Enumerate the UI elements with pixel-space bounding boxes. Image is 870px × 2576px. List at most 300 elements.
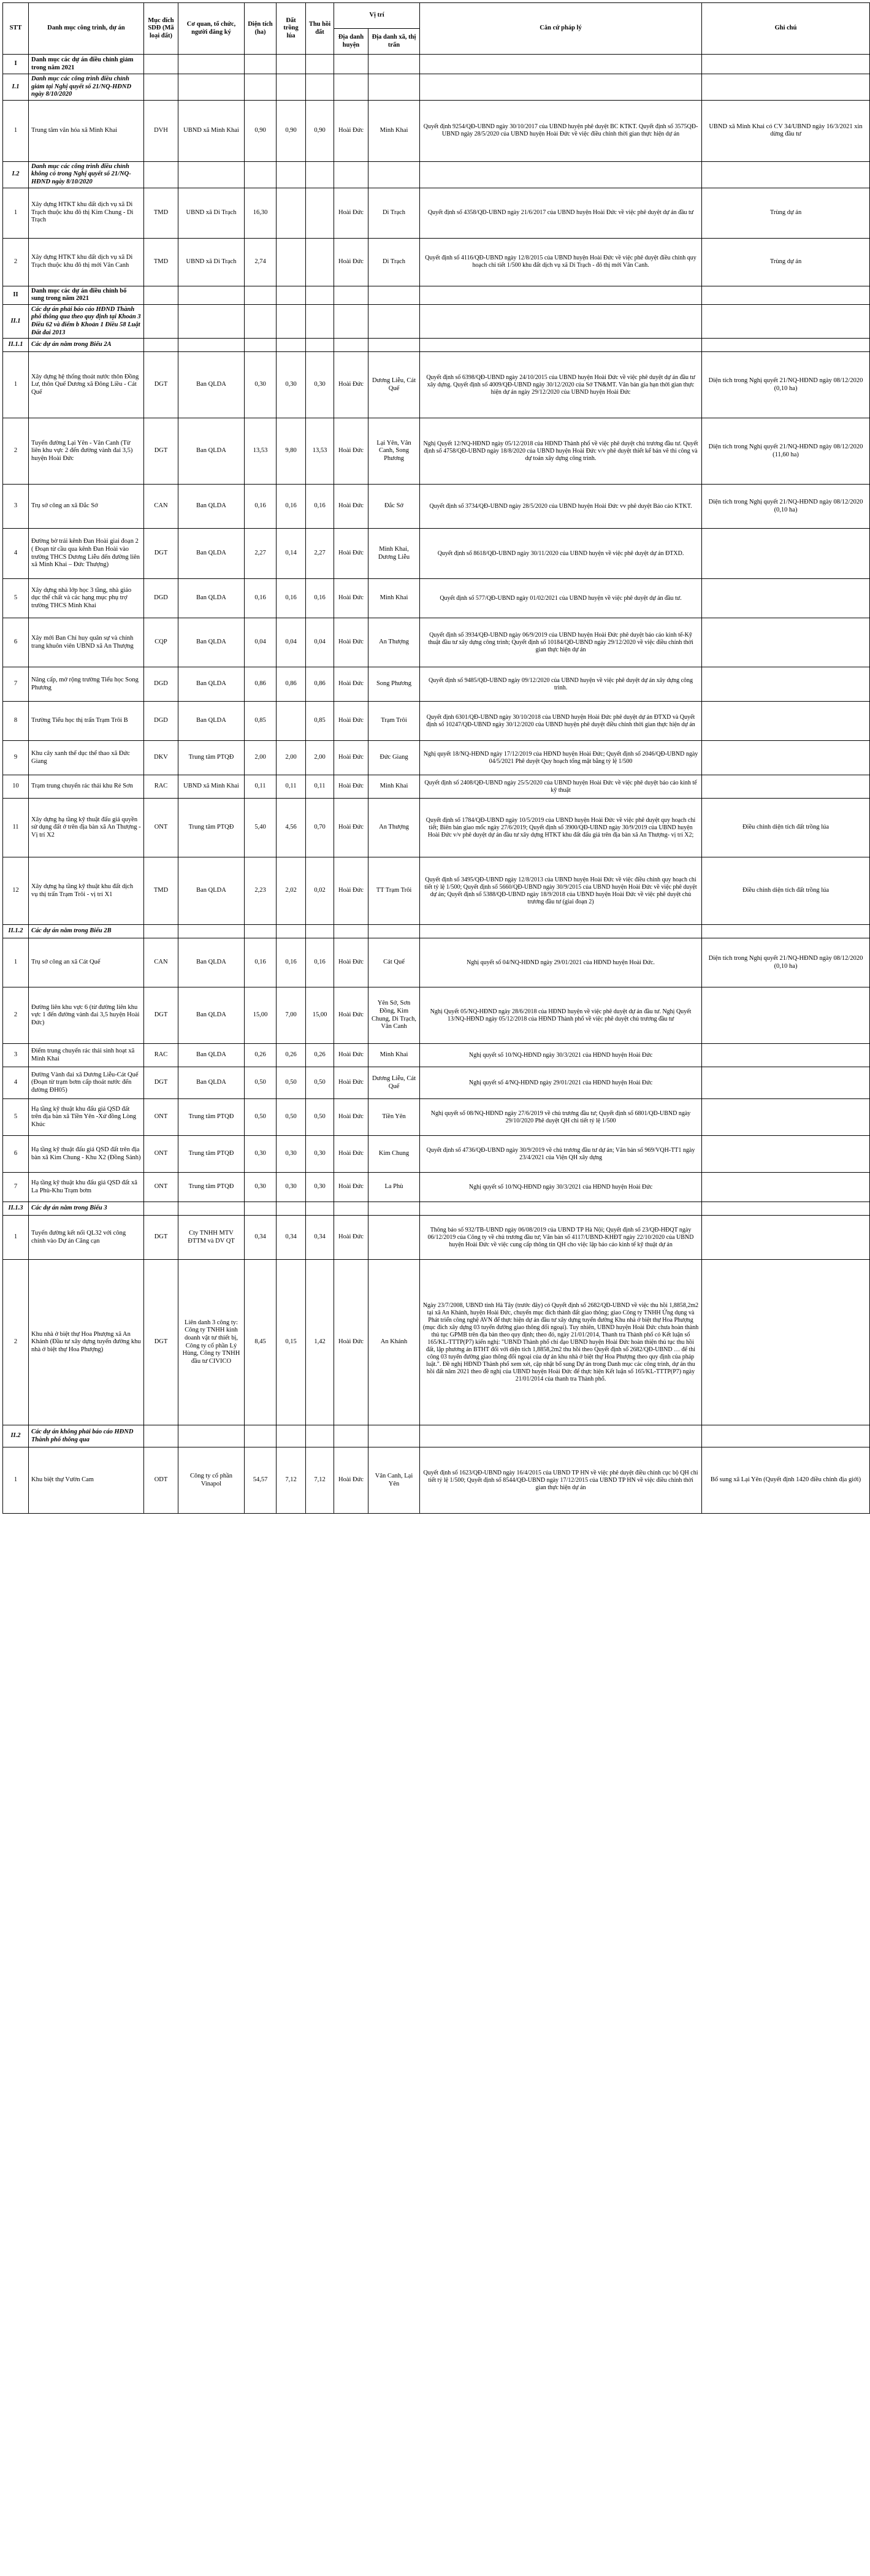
empty-cell — [144, 55, 178, 74]
table-row — [3, 100, 870, 161]
row-stt: 8 — [3, 702, 29, 741]
rice-land-ha: 0,11 — [277, 775, 306, 799]
note — [702, 987, 870, 1044]
rice-land-ha: 7,12 — [277, 1447, 306, 1514]
section-title: Danh mục các dự án điều chỉnh bổ sung trong năm 2021 — [29, 286, 144, 304]
project-name: Hạ tầng kỹ thuật đấu giá QSD đất trên địa bàn xã Kim Chung - Khu X2 (Đồng Sảnh) — [29, 1136, 144, 1173]
area-ha: 0,11 — [245, 775, 277, 799]
table-row — [3, 799, 870, 857]
project-name: Xây dựng HTKT khu đất dịch vụ xã Di Trạch thuộc khu đô thị Kim Chung - Di Trạch — [29, 188, 144, 238]
empty-cell — [245, 161, 277, 188]
note — [702, 702, 870, 741]
empty-cell — [144, 161, 178, 188]
recovered-land-ha: 0,50 — [306, 1067, 334, 1099]
district: Hoài Đức — [334, 938, 368, 987]
land-code: ONT — [144, 799, 178, 857]
section-row — [3, 161, 870, 188]
organization: UBND xã Di Trạch — [178, 188, 245, 238]
commune: Minh Khai — [368, 579, 420, 618]
recovered-land-ha: 0,86 — [306, 667, 334, 702]
empty-cell — [144, 74, 178, 101]
empty-cell — [178, 1202, 245, 1216]
legal-basis: Quyết định số 3495/QĐ-UBND ngày 12/8/2013 của UBND huyện Hoài Đức về việc điều chỉnh quy hoạch chi tiết tỷ lệ 1/500; Quyết định số 5660/QĐ-UBND ngày 30/9/2015 của UBND huyện Hoài Đức về việc phê duyệt dự án; Quyết định số 5388/QĐ-UBND ngày 18/9/2018 của UBND huyện Hoài Đức về việc phê duyệt chủ trương đầu tư (giai đoạn 2) — [420, 857, 702, 925]
table-row — [3, 987, 870, 1044]
district: Hoài Đức — [334, 987, 368, 1044]
empty-cell — [306, 55, 334, 74]
row-stt: 12 — [3, 857, 29, 925]
project-name: Hạ tầng kỹ thuật khu đấu giá QSD đất xã La Phù-Khu Trạm bơm — [29, 1173, 144, 1202]
row-stt: 1 — [3, 100, 29, 161]
organization: Ban QLDA — [178, 667, 245, 702]
legal-basis: Nghị quyết số 10/NQ-HĐND ngày 30/3/2021 của HĐND huyện Hoài Đức — [420, 1044, 702, 1067]
empty-cell — [334, 339, 368, 352]
area-ha: 0,85 — [245, 702, 277, 741]
section-title: Danh mục các công trình điều chỉnh giảm tại Nghị quyết số 21/NQ-HĐND ngày 8/10/2020 — [29, 74, 144, 101]
recovered-land-ha: 0,04 — [306, 618, 334, 667]
note — [702, 618, 870, 667]
legal-basis: Quyết định số 2408/QĐ-UBND ngày 25/5/2020 của UBND huyện Hoài Đức về việc phê duyệt báo cáo kinh tế kỹ thuật — [420, 775, 702, 799]
empty-cell — [144, 304, 178, 338]
note: Trùng dự án — [702, 238, 870, 286]
empty-cell — [702, 339, 870, 352]
section-title: Các dự án không phải báo cáo HĐND Thành phố thông qua — [29, 1425, 144, 1447]
district: Hoài Đức — [334, 799, 368, 857]
district: Hoài Đức — [334, 485, 368, 529]
organization: Cty TNHH MTV ĐTTM và DV QT — [178, 1216, 245, 1260]
note — [702, 1044, 870, 1067]
project-name: Trạm trung chuyển rác thải khu Rẻ Sơn — [29, 775, 144, 799]
row-stt: 5 — [3, 1099, 29, 1136]
table-row — [3, 775, 870, 799]
district: Hoài Đức — [334, 188, 368, 238]
district: Hoài Đức — [334, 1216, 368, 1260]
row-stt: 1 — [3, 188, 29, 238]
land-code: DGD — [144, 667, 178, 702]
row-stt: 10 — [3, 775, 29, 799]
note: Trùng dự án — [702, 188, 870, 238]
recovered-land-ha: 0,30 — [306, 1173, 334, 1202]
table-row — [3, 579, 870, 618]
section-row — [3, 304, 870, 338]
note: Điều chỉnh diện tích đất trồng lúa — [702, 857, 870, 925]
commune: Trạm Trôi — [368, 702, 420, 741]
recovered-land-ha: 0,85 — [306, 702, 334, 741]
table-row — [3, 1173, 870, 1202]
legal-basis: Nghị Quyết 05/NQ-HĐND ngày 28/6/2018 của HĐND huyện về việc phê duyệt dự án đầu tư. Nghị Quyết 13/NQ-HĐND ngày 05/12/2018 của HĐND Thành phố về việc phê duyệt chủ trương đầu tư — [420, 987, 702, 1044]
rice-land-ha: 0,04 — [277, 618, 306, 667]
row-stt: 5 — [3, 579, 29, 618]
organization: Ban QLDA — [178, 352, 245, 418]
land-code: RAC — [144, 775, 178, 799]
empty-cell — [306, 304, 334, 338]
legal-basis: Quyết định số 1623/QĐ-UBND ngày 16/4/2015 của UBND TP HN về việc phê duyệt điều chỉnh cục bộ QH chi tiết tỷ lệ 1/500; Quyết định số 8544/QĐ-UBND ngày 17/12/2015 của UBND TP HN về việc điều chỉnh thời gian thực hiện dự án — [420, 1447, 702, 1514]
organization: Công ty cổ phần Vinapol — [178, 1447, 245, 1514]
empty-cell — [178, 339, 245, 352]
organization: Ban QLDA — [178, 418, 245, 485]
commune: Dương Liễu, Cát Quế — [368, 352, 420, 418]
organization: Ban QLDA — [178, 857, 245, 925]
organization: Trung tâm PTQĐ — [178, 799, 245, 857]
note: Diện tích trong Nghị quyết 21/NQ-HĐND ngày 08/12/2020 (11,60 ha) — [702, 418, 870, 485]
project-name: Hạ tầng kỹ thuật khu đấu giá QSD đất trên địa bàn xã Tiền Yên -Xứ đồng Lòng Khúc — [29, 1099, 144, 1136]
legal-basis: Quyết định số 3734/QĐ-UBND ngày 28/5/2020 của UBND huyện Hoài Đức vv phê duyệt Báo cáo KTKT. — [420, 485, 702, 529]
rice-land-ha: 0,34 — [277, 1216, 306, 1260]
table-row — [3, 418, 870, 485]
recovered-land-ha — [306, 188, 334, 238]
commune — [368, 1216, 420, 1260]
empty-cell — [420, 1425, 702, 1447]
area-ha: 2,74 — [245, 238, 277, 286]
row-stt: 2 — [3, 1260, 29, 1425]
row-stt: 3 — [3, 1044, 29, 1067]
empty-cell — [178, 55, 245, 74]
empty-cell — [277, 286, 306, 304]
header-location: Vị trí — [334, 3, 420, 29]
row-stt: 6 — [3, 618, 29, 667]
area-ha: 2,00 — [245, 741, 277, 775]
section-number: I.2 — [3, 161, 29, 188]
empty-cell — [144, 286, 178, 304]
land-code: RAC — [144, 1044, 178, 1067]
recovered-land-ha: 0,90 — [306, 100, 334, 161]
recovered-land-ha: 0,70 — [306, 799, 334, 857]
commune: Song Phương — [368, 667, 420, 702]
row-stt: 2 — [3, 987, 29, 1044]
district: Hoài Đức — [334, 529, 368, 579]
recovered-land-ha: 0,11 — [306, 775, 334, 799]
area-ha: 0,04 — [245, 618, 277, 667]
note — [702, 741, 870, 775]
empty-cell — [178, 304, 245, 338]
empty-cell — [702, 286, 870, 304]
rice-land-ha: 0,30 — [277, 352, 306, 418]
organization: Ban QLDA — [178, 1067, 245, 1099]
table-row — [3, 1136, 870, 1173]
district: Hoài Đức — [334, 100, 368, 161]
rice-land-ha: 0,16 — [277, 485, 306, 529]
project-name: Trụ sở công an xã Đắc Sở — [29, 485, 144, 529]
commune: An Khánh — [368, 1260, 420, 1425]
area-ha: 0,30 — [245, 352, 277, 418]
recovered-land-ha — [306, 238, 334, 286]
table-row — [3, 352, 870, 418]
recovered-land-ha: 0,30 — [306, 352, 334, 418]
organization: Trung tâm PTQĐ — [178, 741, 245, 775]
empty-cell — [245, 304, 277, 338]
legal-basis: Quyết định số 9485/QĐ-UBND ngày 09/12/2020 của UBND huyện về việc phê duyệt dự án xây dựng công trình. — [420, 667, 702, 702]
rice-land-ha: 0,15 — [277, 1260, 306, 1425]
commune: Cát Quế — [368, 938, 420, 987]
area-ha: 0,26 — [245, 1044, 277, 1067]
legal-basis: Quyết định số 1784/QĐ-UBND ngày 10/5/2019 của UBND huyện Hoài Đức về việc phê duyệt quy hoạch chi tiết; Biên bản giao mốc ngày 27/6/2019; Quyết định số 3900/QĐ-UBND ngày 30/9/2019 của UBND huyện Hoài Đức v/v phê duyệt dự án đầu tư xây dựng HTKT khu đất đấu giá trên địa bàn xã An Thượng- vị trí X2; — [420, 799, 702, 857]
table-row — [3, 1260, 870, 1425]
area-ha: 0,50 — [245, 1099, 277, 1136]
project-name: Tuyến đường Lại Yên - Vân Canh (Từ liên khu vực 2 đến đường vành đai 3,5) huyện Hoài Đức — [29, 418, 144, 485]
commune: Dương Liễu, Cát Quế — [368, 1067, 420, 1099]
project-name: Đường bờ trái kênh Đan Hoài giai đoạn 2 ( Đoạn từ cầu qua kênh Đan Hoài vào trường THCS Dương Liễu đến đường liên xã Minh Khai – Đức Thượng) — [29, 529, 144, 579]
empty-cell — [277, 339, 306, 352]
section-row — [3, 55, 870, 74]
empty-cell — [420, 1202, 702, 1216]
note — [702, 1136, 870, 1173]
empty-cell — [245, 925, 277, 938]
row-stt: 11 — [3, 799, 29, 857]
empty-cell — [178, 925, 245, 938]
land-code: CAN — [144, 485, 178, 529]
note — [702, 529, 870, 579]
note — [702, 1067, 870, 1099]
empty-cell — [277, 1202, 306, 1216]
empty-cell — [420, 304, 702, 338]
legal-basis: Quyết định số 4736/QĐ-UBND ngày 30/9/2019 về chủ trương đầu tư dự án; Văn bản số 969/VQH-TT1 ngày 23/4/2021 của Viện QH xây dựng — [420, 1136, 702, 1173]
recovered-land-ha: 0,16 — [306, 579, 334, 618]
commune: An Thượng — [368, 618, 420, 667]
row-stt: 1 — [3, 1447, 29, 1514]
empty-cell — [702, 304, 870, 338]
table-row — [3, 1099, 870, 1136]
empty-cell — [334, 925, 368, 938]
legal-basis: Nghị quyết 18/NQ-HĐND ngày 17/12/2019 của HĐND huyện Hoài Đức; Quyết định số 2046/QĐ-UBND ngày 04/5/2021 Phê duyệt Quy hoạch tổng mặt bằng tỷ lệ 1/500 — [420, 741, 702, 775]
empty-cell — [178, 161, 245, 188]
rice-land-ha: 2,02 — [277, 857, 306, 925]
area-ha: 0,30 — [245, 1136, 277, 1173]
district: Hoài Đức — [334, 579, 368, 618]
commune: Vân Canh, Lại Yên — [368, 1447, 420, 1514]
section-title: Các dự án nằm trong Biểu 3 — [29, 1202, 144, 1216]
header-project-name: Danh mục công trình, dự án — [29, 3, 144, 55]
section-row — [3, 925, 870, 938]
rice-land-ha: 0,16 — [277, 579, 306, 618]
commune: An Thượng — [368, 799, 420, 857]
section-number: I.1 — [3, 74, 29, 101]
empty-cell — [144, 1425, 178, 1447]
area-ha: 5,40 — [245, 799, 277, 857]
district: Hoài Đức — [334, 1044, 368, 1067]
commune: Minh Khai — [368, 100, 420, 161]
organization: Trung tâm PTQĐ — [178, 1099, 245, 1136]
land-code: CQP — [144, 618, 178, 667]
land-code: TMD — [144, 188, 178, 238]
empty-cell — [702, 55, 870, 74]
rice-land-ha: 2,00 — [277, 741, 306, 775]
district: Hoài Đức — [334, 741, 368, 775]
commune: TT Trạm Trôi — [368, 857, 420, 925]
legal-basis: Quyết định số 3934/QĐ-UBND ngày 06/9/2019 của UBND huyện Hoài Đức phê duyệt báo cáo kinh tế-Kỹ thuật đầu tư xây dựng công trình; Quyết định số 10184/QĐ-UBND ngày 29/12/2020 về việc điều chỉnh thời gian thực hiện dự án — [420, 618, 702, 667]
note — [702, 1260, 870, 1425]
header-land-code: Mục đích SDĐ (Mã loại đất) — [144, 3, 178, 55]
land-code: TMD — [144, 857, 178, 925]
header-area: Diện tích (ha) — [245, 3, 277, 55]
table-row — [3, 1044, 870, 1067]
district: Hoài Đức — [334, 1173, 368, 1202]
area-ha: 0,90 — [245, 100, 277, 161]
section-number: II.1 — [3, 304, 29, 338]
recovered-land-ha: 0,30 — [306, 1136, 334, 1173]
table-row — [3, 188, 870, 238]
section-number: II.1.1 — [3, 339, 29, 352]
land-use-table — [2, 2, 870, 1514]
district: Hoài Đức — [334, 1447, 368, 1514]
section-row — [3, 339, 870, 352]
row-stt: 7 — [3, 1173, 29, 1202]
recovered-land-ha: 1,42 — [306, 1260, 334, 1425]
recovered-land-ha: 0,26 — [306, 1044, 334, 1067]
empty-cell — [306, 339, 334, 352]
project-name: Xây dựng hạ tầng kỹ thuật đấu giá quyền sử dụng đất ở trên địa bàn xã An Thượng - Vị trí X2 — [29, 799, 144, 857]
row-stt: 7 — [3, 667, 29, 702]
empty-cell — [368, 339, 420, 352]
empty-cell — [178, 286, 245, 304]
empty-cell — [306, 286, 334, 304]
section-number: I — [3, 55, 29, 74]
empty-cell — [368, 161, 420, 188]
recovered-land-ha: 0,16 — [306, 485, 334, 529]
empty-cell — [144, 339, 178, 352]
empty-cell — [702, 74, 870, 101]
project-name: Khu cây xanh thể dục thể thao xã Đức Giang — [29, 741, 144, 775]
district: Hoài Đức — [334, 238, 368, 286]
land-code: DGD — [144, 702, 178, 741]
empty-cell — [245, 55, 277, 74]
empty-cell — [245, 339, 277, 352]
rice-land-ha: 0,30 — [277, 1173, 306, 1202]
legal-basis: Quyết định số 8618/QĐ-UBND ngày 30/11/2020 của UBND huyện về việc phê duyệt dự án ĐTXD. — [420, 529, 702, 579]
empty-cell — [306, 1202, 334, 1216]
legal-basis: Quyết định số 577/QĐ-UBND ngày 01/02/2021 của UBND huyện về việc phê duyệt dự án đầu tư. — [420, 579, 702, 618]
empty-cell — [702, 1425, 870, 1447]
note — [702, 775, 870, 799]
section-title: Danh mục các dự án điều chỉnh giảm trong năm 2021 — [29, 55, 144, 74]
commune: Đắc Sở — [368, 485, 420, 529]
empty-cell — [368, 1425, 420, 1447]
table-row — [3, 529, 870, 579]
land-code: DGT — [144, 987, 178, 1044]
land-code: DGT — [144, 352, 178, 418]
land-code: DGT — [144, 418, 178, 485]
legal-basis: Quyết định số 4358/QĐ-UBND ngày 21/6/2017 của UBND huyện Hoài Đức về việc phê duyệt dự án đầu tư — [420, 188, 702, 238]
row-stt: 4 — [3, 529, 29, 579]
land-code: ONT — [144, 1173, 178, 1202]
empty-cell — [702, 1202, 870, 1216]
empty-cell — [334, 1425, 368, 1447]
district: Hoài Đức — [334, 352, 368, 418]
district: Hoài Đức — [334, 1067, 368, 1099]
empty-cell — [245, 286, 277, 304]
empty-cell — [144, 1202, 178, 1216]
project-name: Trường Tiểu học thị trấn Trạm Trôi B — [29, 702, 144, 741]
district: Hoài Đức — [334, 702, 368, 741]
area-ha: 0,16 — [245, 485, 277, 529]
project-name: Xây mới Ban Chỉ huy quân sự và chính trang khuôn viên UBND xã An Thượng — [29, 618, 144, 667]
commune: Lại Yên, Vân Canh, Song Phương — [368, 418, 420, 485]
land-code: TMD — [144, 238, 178, 286]
legal-basis: Nghị quyết số 04/NQ-HĐND ngày 29/01/2021 của HĐND huyện Hoài Đức. — [420, 938, 702, 987]
project-name: Nâng cấp, mở rộng trường Tiểu học Song Phương — [29, 667, 144, 702]
land-code: DGD — [144, 579, 178, 618]
section-number: II.1.3 — [3, 1202, 29, 1216]
empty-cell — [368, 304, 420, 338]
row-stt: 4 — [3, 1067, 29, 1099]
empty-cell — [334, 161, 368, 188]
legal-basis: Quyết định số 4116/QĐ-UBND ngày 12/8/2015 của UBND huyện Hoài Đức về việc phê duyệt điều chỉnh quy hoạch chi tiết 1/500 khu đất dịch vụ xã Di Trạch - đô thị mới Vân Canh. — [420, 238, 702, 286]
commune: Kim Chung — [368, 1136, 420, 1173]
district: Hoài Đức — [334, 775, 368, 799]
rice-land-ha: 0,26 — [277, 1044, 306, 1067]
empty-cell — [702, 925, 870, 938]
empty-cell — [334, 74, 368, 101]
table-row — [3, 741, 870, 775]
empty-cell — [334, 1202, 368, 1216]
area-ha: 13,53 — [245, 418, 277, 485]
area-ha: 16,30 — [245, 188, 277, 238]
rice-land-ha: 7,00 — [277, 987, 306, 1044]
organization: UBND xã Di Trạch — [178, 238, 245, 286]
note: Diện tích trong Nghị quyết 21/NQ-HĐND ngày 08/12/2020 (0,10 ha) — [702, 352, 870, 418]
row-stt: 9 — [3, 741, 29, 775]
recovered-land-ha: 2,00 — [306, 741, 334, 775]
empty-cell — [245, 74, 277, 101]
note: Diện tích trong Nghị quyết 21/NQ-HĐND ngày 08/12/2020 (0,10 ha) — [702, 485, 870, 529]
commune: Minh Khai — [368, 1044, 420, 1067]
empty-cell — [277, 161, 306, 188]
recovered-land-ha: 13,53 — [306, 418, 334, 485]
note: Bổ sung xã Lại Yên (Quyết định 1420 điều chỉnh địa giới) — [702, 1447, 870, 1514]
row-stt: 2 — [3, 238, 29, 286]
note — [702, 579, 870, 618]
row-stt: 2 — [3, 418, 29, 485]
organization: Ban QLDA — [178, 618, 245, 667]
empty-cell — [368, 1202, 420, 1216]
table-row — [3, 485, 870, 529]
commune: Di Trạch — [368, 188, 420, 238]
project-name: Đường liên khu vực 6 (từ đường liên khu vực 1 đến đường vành đai 3,5 huyện Hoài Đức) — [29, 987, 144, 1044]
empty-cell — [420, 161, 702, 188]
commune: Di Trạch — [368, 238, 420, 286]
area-ha: 2,23 — [245, 857, 277, 925]
note — [702, 1216, 870, 1260]
district: Hoài Đức — [334, 418, 368, 485]
area-ha: 0,50 — [245, 1067, 277, 1099]
legal-basis: Quyết định 6301/QĐ-UBND ngày 30/10/2018 của UBND huyện Hoài Đức phê duyệt dự án ĐTXD và Quyết định số 10247/QĐ-UBND ngày 30/12/2020 của UBND huyện phê duyệt điều chỉnh thời gian thực hiện dự án — [420, 702, 702, 741]
empty-cell — [420, 925, 702, 938]
organization: Ban QLDA — [178, 1044, 245, 1067]
table-row — [3, 857, 870, 925]
header-district: Địa danh huyện — [334, 29, 368, 55]
empty-cell — [368, 286, 420, 304]
organization: Ban QLDA — [178, 529, 245, 579]
row-stt: 1 — [3, 352, 29, 418]
empty-cell — [368, 55, 420, 74]
empty-cell — [306, 925, 334, 938]
project-name: Trung tâm văn hóa xã Minh Khai — [29, 100, 144, 161]
project-name: Trụ sở công an xã Cát Quế — [29, 938, 144, 987]
district: Hoài Đức — [334, 667, 368, 702]
empty-cell — [368, 925, 420, 938]
area-ha: 0,34 — [245, 1216, 277, 1260]
section-title: Danh mục các công trình điều chỉnh không có trong Nghị quyết số 21/NQ-HĐND ngày 8/10/2020 — [29, 161, 144, 188]
note: UBND xã Minh Khai có CV 34/UBND ngày 16/3/2021 xin dừng đầu tư — [702, 100, 870, 161]
section-row — [3, 1425, 870, 1447]
empty-cell — [420, 339, 702, 352]
table-row — [3, 1216, 870, 1260]
organization: Ban QLDA — [178, 987, 245, 1044]
project-name: Điểm trung chuyển rác thải sinh hoạt xã Minh Khai — [29, 1044, 144, 1067]
legal-basis: Nghị quyết số 08/NQ-HĐND ngày 27/6/2019 về chủ trương đầu tư; Quyết định số 6801/QĐ-UBND ngày 29/10/2020 Phê duyệt QH chi tiết tỷ lệ 1/500 — [420, 1099, 702, 1136]
legal-basis: Nghị quyết số 4/NQ-HĐND ngày 29/01/2021 của HĐND huyện Hoài Đức — [420, 1067, 702, 1099]
empty-cell — [178, 1425, 245, 1447]
land-code: DGT — [144, 1216, 178, 1260]
legal-basis: Quyết định 9254/QĐ-UBND ngày 30/10/2017 của UBND huyện phê duyệt BC KTKT. Quyết định số 3575QĐ-UBND ngày 28/5/2020 của UBND huyện Hoài Đức về việc điều chỉnh thời gian thực hiện dự án — [420, 100, 702, 161]
